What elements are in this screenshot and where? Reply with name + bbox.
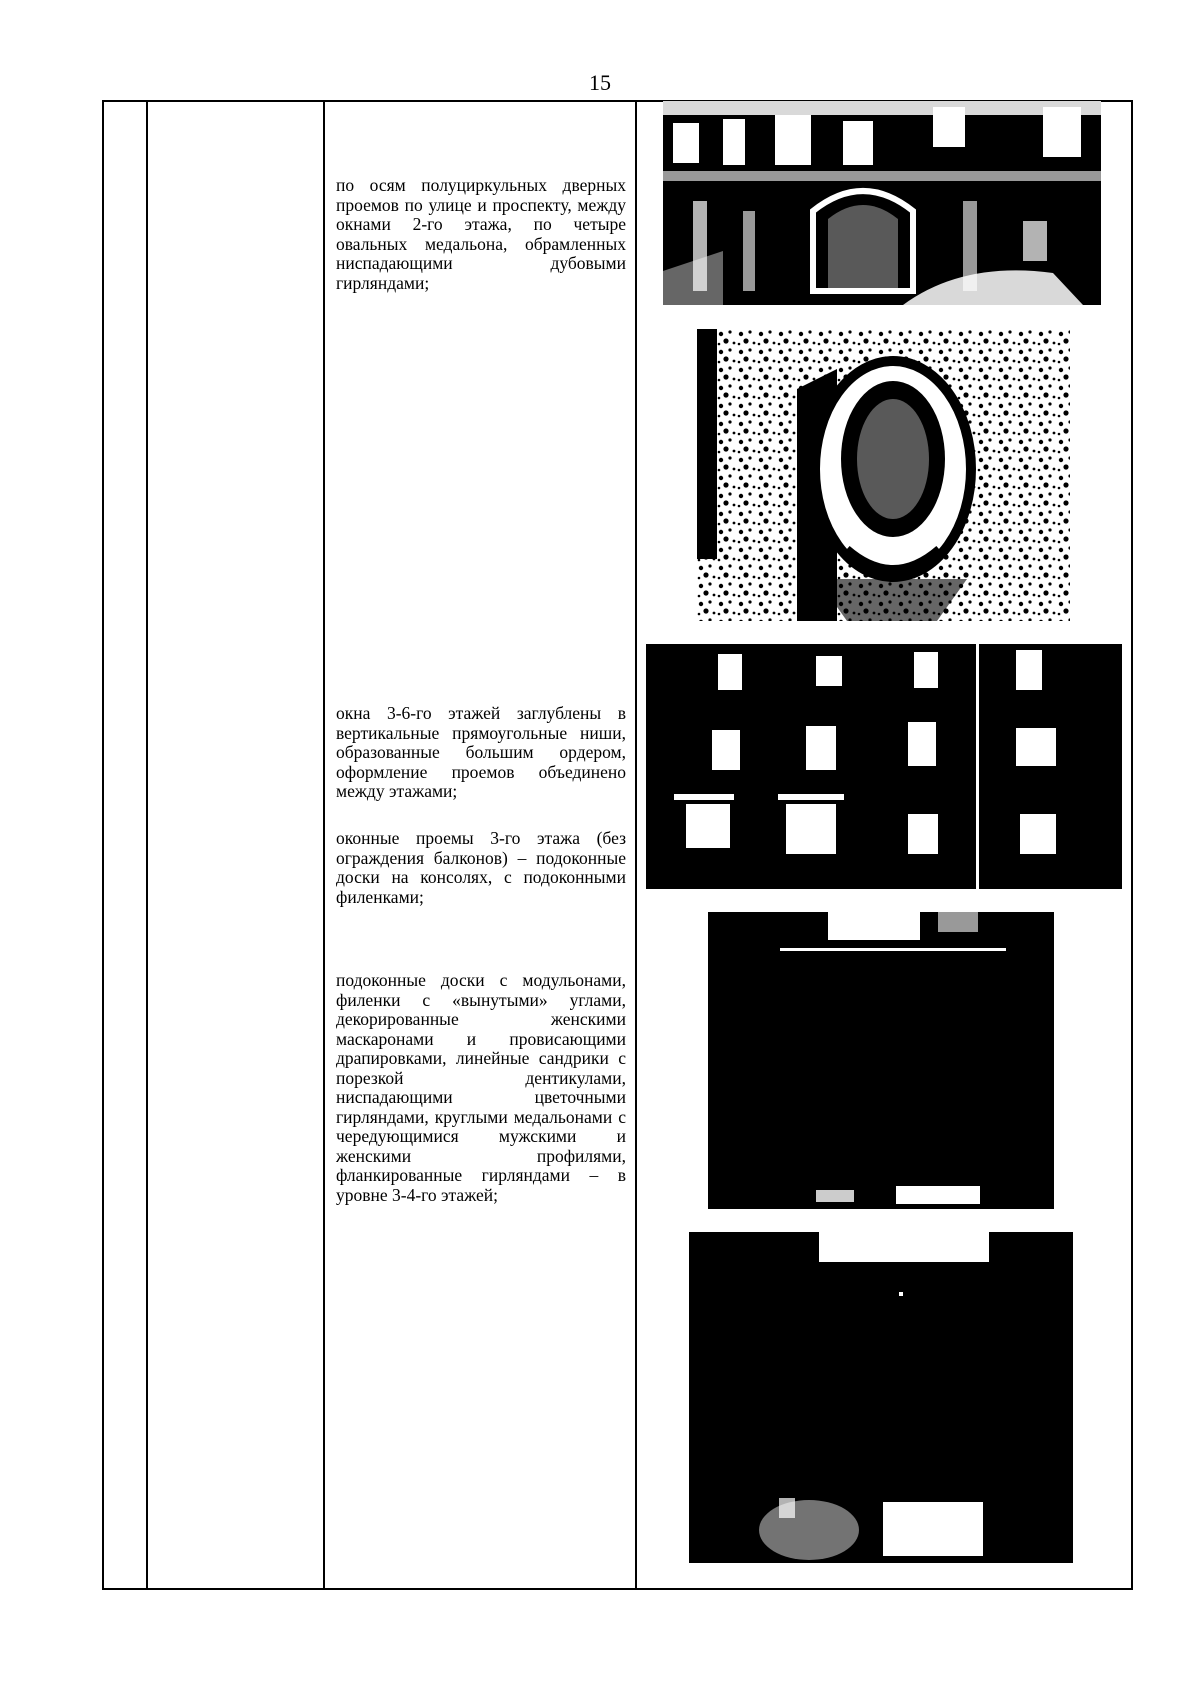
table-column-divider bbox=[146, 102, 148, 1588]
description-paragraph: окна 3-6-го этажей заглублены в вертикальные прямоугольные ниши, образованные большим ордером, оформление проемов объединено между этажами; bbox=[336, 703, 626, 801]
description-paragraph: оконные проемы 3-го этажа (без ограждения балконов) – подоконные доски на консолях, с подоконными филенками; bbox=[336, 828, 626, 907]
table-column-divider bbox=[323, 102, 325, 1588]
description-paragraph: по осям полуциркульных дверных проемов по улице и проспекту, между окнами 2-го этажа, по четыре овальных медальона, обрамленных ниспадающими дубовыми гирляндами; bbox=[336, 175, 626, 293]
description-paragraph: подоконные доски с модульонами, филенки с «вынутыми» углами, декорированные женскими маскаронами и провисающими драпировками, линейные сандрики с порезкой дентикулами, ниспадающими цветочными гирляндами, круглыми медальонами с чередующимися мужскими и женскими профилями, фланкированные гирляндами – в уровне 3-4-го этажей; bbox=[336, 970, 626, 1205]
window-detail-photo bbox=[708, 912, 1054, 1209]
table-column-divider bbox=[635, 102, 637, 1588]
facade-windows-photo bbox=[646, 644, 1122, 889]
page-number: 15 bbox=[589, 70, 611, 95]
oval-medallion-photo bbox=[697, 329, 1070, 621]
window-medallion-photo bbox=[689, 1232, 1073, 1563]
facade-entrance-photo bbox=[663, 101, 1101, 305]
